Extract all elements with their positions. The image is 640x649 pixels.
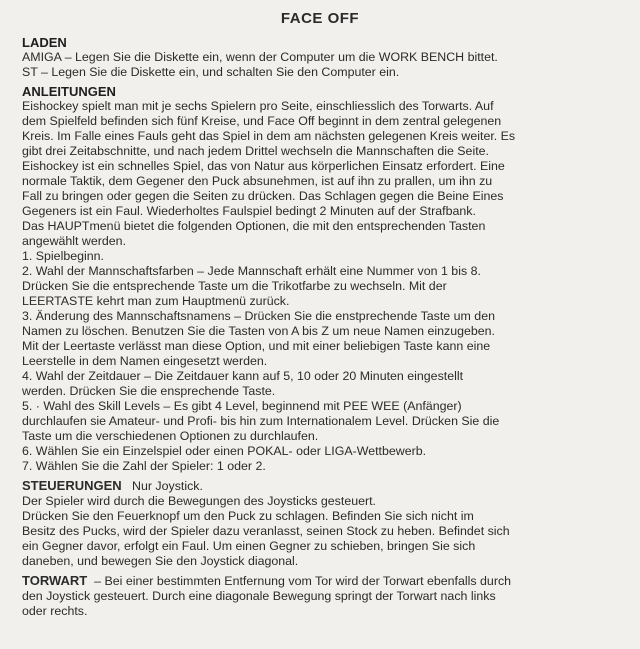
heading-steuerungen: STEUERUNGEN (22, 478, 122, 493)
text-line: daneben, und bewegen Sie den Joystick diagonal. (22, 554, 299, 568)
text-line: Der Spieler wird durch die Bewegungen des Joysticks gesteuert. (22, 494, 377, 508)
section-laden (22, 35, 618, 80)
text-line: oder rechts. (22, 604, 88, 618)
text-line: werden. Drücken Sie die ensprechende Taste. (22, 384, 276, 398)
list-item: 7. Wählen Sie die Zahl der Spieler: 1 oder 2. (22, 459, 266, 473)
text-line: den Joystick gesteuert. Durch eine diagonale Bewegung springt der Torwart nach links (22, 589, 496, 603)
list-item: 6. Wählen Sie ein Einzelspiel oder einen POKAL- oder LIGA-Wettbewerb. (22, 444, 427, 458)
text-line: Eishockey spielt man mit je sechs Spielern pro Seite, einschliesslich des Torwarts. Auf (22, 99, 494, 113)
text-line: Drücken Sie den Feuerknopf um den Puck zu schlagen. Befinden Sie sich nicht im (22, 509, 474, 523)
list-item: 4. Wahl der Zeitdauer – Die Zeitdauer kann auf 5, 10 oder 20 Minuten eingestellt (22, 369, 464, 383)
heading-anleitungen: ANLEITUNGEN (22, 84, 116, 99)
text-line: Das HAUPTmenü bietet die folgenden Optionen, die mit den entsprechenden Tasten (22, 219, 486, 233)
text-line: AMIGA – Legen Sie die Diskette ein, wenn der Computer um die WORK BENCH bittet. (22, 50, 498, 64)
text-line: angewählt werden. (22, 234, 127, 248)
text-line: Fall zu bringen oder gegen die Seiten zu drücken. Das Schlagen gegen die Beine Eines (22, 189, 504, 203)
text-line: normale Taktik, dem Gegener den Puck absunehmen, ist auf ihn zu prallen, um ihn zu (22, 174, 493, 188)
heading-torwart: TORWART (22, 573, 88, 588)
torwart-intro: – Bei einer bestimmten Entfernung vom Tor wird der Torwart ebenfalls durch (94, 574, 512, 588)
section-torwart (22, 573, 618, 619)
text-line: Gegeners ist ein Faul. Wiederholtes Faulspiel bedingt 2 Minuten auf der Strafbank. (22, 204, 476, 218)
list-item: 1. Spielbeginn. (22, 249, 104, 263)
text-line: gibt drei Zeitabschnitte, und nach jedem Drittel wechseln die Mannschaften die Seite. (22, 144, 489, 158)
text-line: Mit der Leertaste verlässt man diese Option, und mit einer beliebigen Taste kann eine (22, 339, 491, 353)
list-item: 5. · Wahl des Skill Levels – Es gibt 4 Level, beginnend mit PEE WEE (Anfänger) (22, 399, 462, 413)
text-line: Namen zu löschen. Benutzen Sie die Tasten von A bis Z um neue Namen einzugeben. (22, 324, 495, 338)
text-line: ein Gegner davor, erfolgt ein Faul. Um einen Gegner zu schieben, bringen Sie sich (22, 539, 476, 553)
section-steuerungen (22, 478, 618, 569)
text-line: LEERTASTE kehrt man zum Hauptmenü zurück. (22, 294, 290, 308)
section-anleitungen (22, 84, 618, 474)
list-item: 2. Wahl der Mannschaftsfarben – Jede Mannschaft erhält eine Nummer von 1 bis 8. (22, 264, 481, 278)
page-title: FACE OFF (280, 10, 360, 27)
steuerungen-first-line (22, 478, 618, 494)
steuerungen-intro: Nur Joystick. (132, 479, 203, 493)
list-item: 3. Änderung des Mannschaftsnamens – Drücken Sie die enstprechende Taste um den (22, 309, 495, 323)
text-line: ST – Legen Sie die Diskette ein, und schalten Sie den Computer ein. (22, 65, 400, 79)
text-line: Taste um die verschiedenen Optionen zu durchlaufen. (22, 429, 319, 443)
text-line: Drücken Sie die entsprechende Taste um die Trikotfarbe zu wechseln. Mit der (22, 279, 447, 293)
heading-laden: LADEN (22, 35, 67, 50)
text-line: Leerstelle in dem Namen eingesetzt werden. (22, 354, 268, 368)
text-line: Besitz des Pucks, wird der Spieler dazu veranlasst, seinen Stock zu heben. Befindet sich (22, 524, 510, 538)
text-line: dem Spielfeld befinden sich fünf Kreise, und Face Off beginnt in dem zentral gelegenen (22, 114, 502, 128)
text-line: Kreis. Im Falle eines Fauls geht das Spiel in dem am nächsten gelegenen Kreis weiter. Es (22, 129, 516, 143)
text-line: durchlaufen sie Amateur- und Profi- bis hin zum Internationalem Level. Drücken Sie die (22, 414, 500, 428)
torwart-first-line (22, 573, 618, 589)
text-line: Eishockey ist ein schnelles Spiel, das von Natur aus körperlichen Einsatz erfordert. Eine (22, 159, 505, 173)
